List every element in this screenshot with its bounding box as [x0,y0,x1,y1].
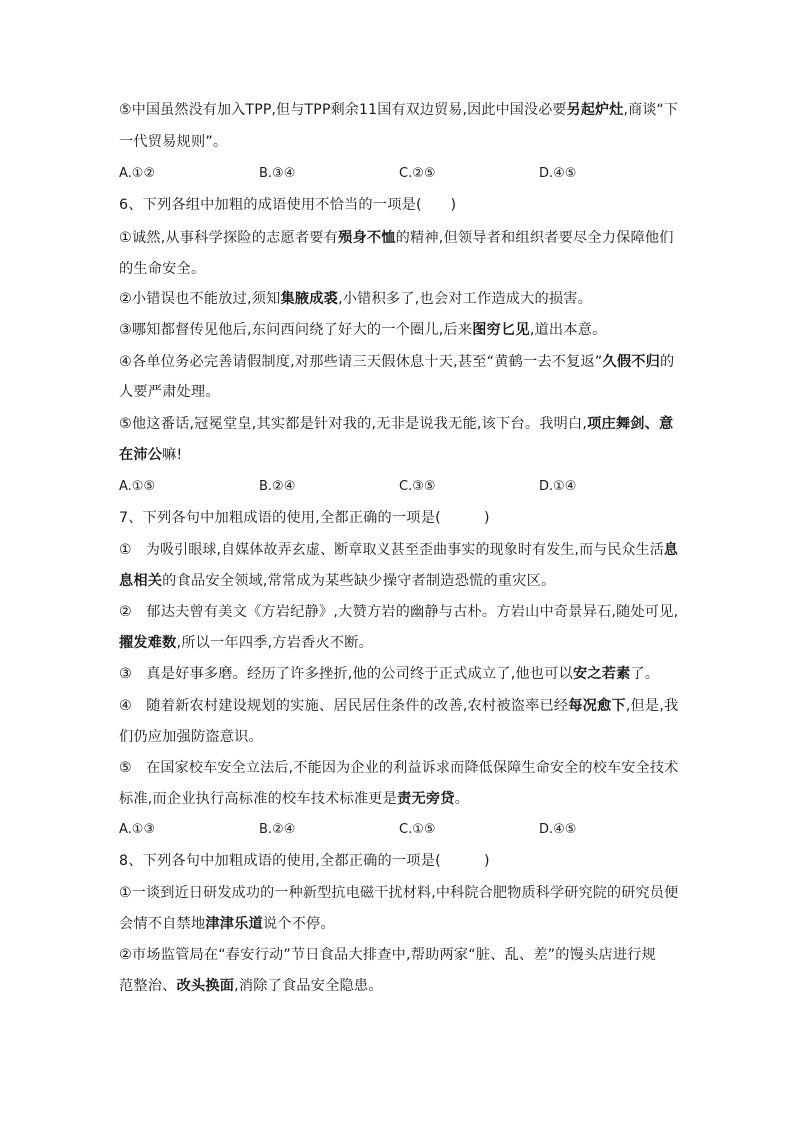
bold-idiom: 息相关 [119,573,163,589]
q8-item1-line1: ①一谈到近日研发成功的一种新型抗电磁干扰材料,中科院合肥物质科学研究院的研究员便 [119,885,679,901]
bold-idiom: 在沛公 [119,447,163,463]
q6-item4-line1: ④各单位务必完善请假制度,对那些请三天假休息十天,甚至“黄鹤一去不复返”久假不归的 [119,354,675,370]
q6-item4-line2: 人要严肃处理。 [119,384,220,400]
option-c: C.③⑤ [399,479,436,494]
bold-idiom: 责无旁贷 [397,791,455,807]
option-a: A.①③ [119,822,156,837]
option-a: A.①② [119,166,156,181]
q6-item5-line2: 在沛公嘛! [119,447,183,463]
q6-item2: ②小错误也不能放过,须知集腋成裘,小错积多了,也会对工作造成大的损害。 [119,291,593,307]
q8-item2-line2: 范整治、改头换面,消除了食品安全隐患。 [119,978,383,994]
bold-idiom: 津津乐道 [205,916,263,932]
q8-item2-line1: ②市场监管局在“春安行动”节日食品大排查中,帮助两家“脏、乱、差”的馒头店进行规 [119,947,657,963]
bold-idiom: 擢发难数 [119,635,177,651]
bold-idiom: 另起炉灶 [566,102,624,118]
bold-idiom: 息 [663,542,679,558]
bold-idiom: 每况愈下 [568,698,626,714]
q5-item5-line1: ⑤中国虽然没有加入TPP,但与TPP剩余11国有双边贸易,因此中国没必要另起炉灶,商谈“下 [119,102,679,118]
q7-item1-line1: ① 为吸引眼球,自媒体故弄玄虚、断章取义甚至歪曲事实的现象时有发生,而与民众生活息 [119,542,679,558]
q6-item1-line2: 的生命安全。 [119,261,206,277]
q7-item4-line1: ④ 随着新农村建设规划的实施、居民居住条件的改善,农村被盗率已经每况愈下,但是,我 [119,698,679,714]
q7-item1-line2: 息相关的食品安全领域,常常成为某些缺少操守者制造恐慌的重灾区。 [119,573,556,589]
q7-item2-line1: ② 郁达夫曾有美文《方岩纪静》,大赞方岩的幽静与古朴。方岩山中奇景异石,随处可见, [119,604,679,620]
option-c: C.②⑤ [399,166,436,181]
option-b: B.②④ [259,479,296,494]
q7-item3: ③ 真是好事多磨。经历了许多挫折,他的公司终于正式成立了,他也可以安之若素了。 [119,666,660,682]
q6-item3: ③哪知都督传见他后,东问西问绕了好大的一个圈儿,后来图穷匕见,道出本意。 [119,322,607,338]
q8-stem: 8、下列各句中加粗成语的使用,全都正确的一项是( ) [119,853,490,869]
option-d: D.④⑤ [539,166,577,181]
option-b: B.③④ [259,166,296,181]
q7-stem: 7、下列各句中加粗成语的使用,全都正确的一项是( ) [119,510,490,526]
option-b: B.②④ [259,822,296,837]
q5-item5-line2: 一代贸易规则”。 [119,134,228,150]
bold-idiom: 集腋成裘 [280,291,339,307]
q6-item1-line1: ①诚然,从事科学探险的志愿者要有殒身不恤的精神,但领导者和组织者要尽全力保障他们 [119,230,674,246]
option-d: D.④⑤ [539,822,577,837]
bold-idiom: 安之若素 [572,666,631,682]
q7-item5-line1: ⑤ 在国家校车安全立法后,不能因为企业的利益诉求而降低保障生命安全的校车安全技术 [119,760,679,776]
option-c: C.①⑤ [399,822,436,837]
bold-idiom: 久假不归 [602,354,661,370]
q8-item1-line2: 会情不自禁地津津乐道说个不停。 [119,916,335,932]
option-d: D.①④ [539,479,577,494]
bold-idiom: 改头换面 [176,978,235,994]
q6-item5-line1: ⑤他这番话,冠冕堂皇,其实都是针对我的,无非是说我无能,该下台。我明白,项庄舞剑、意 [119,416,674,432]
q6-stem: 6、下列各组中加粗的成语使用不恰当的一项是( ) [119,197,457,213]
q7-item4-line2: 们仍应加强防盗意识。 [119,729,263,745]
bold-idiom: 图穷匕见 [472,322,530,338]
option-a: A.①⑤ [119,479,156,494]
q7-item2-line2: 擢发难数,所以一年四季,方岩香火不断。 [119,635,374,651]
bold-idiom: 殒身不恤 [338,230,396,246]
bold-idiom: 项庄舞剑、意 [587,416,674,432]
q7-item5-line2: 标准,而企业执行高标准的校车技术标准更是责无旁贷。 [119,791,470,807]
